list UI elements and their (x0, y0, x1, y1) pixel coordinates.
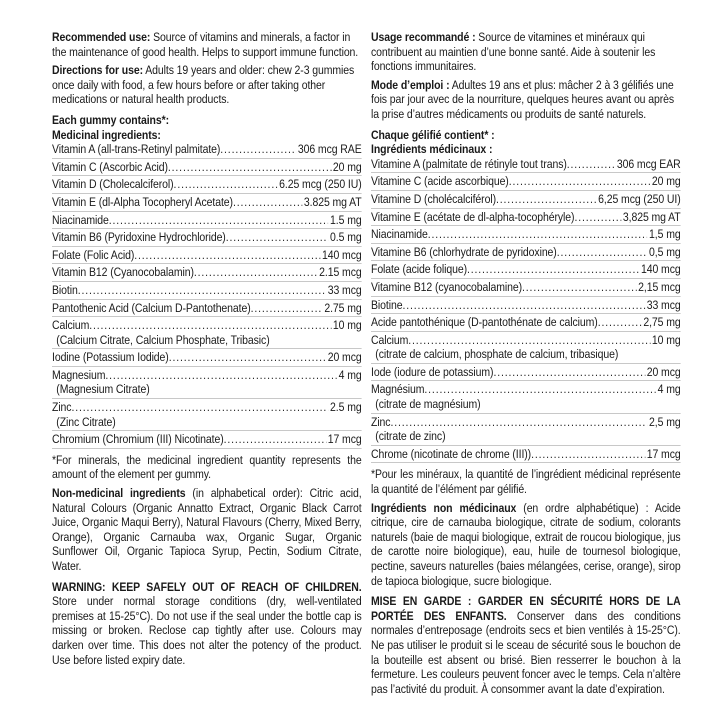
row-divider (371, 225, 681, 226)
row-divider (52, 281, 362, 282)
dot-leader (522, 280, 636, 295)
ingredient-amount: 0,5 mg (649, 244, 681, 259)
row-divider (52, 366, 362, 367)
row-divider (371, 313, 681, 314)
ingredient-row (52, 213, 362, 228)
ingredient-name: Calcium (371, 332, 409, 347)
ingredient-row (52, 432, 362, 447)
ingredient-row (52, 160, 362, 175)
ingredient-row (371, 210, 681, 225)
ingredient-row (371, 298, 681, 313)
ingredient-name: Vitamin D (Cholecalciferol) (52, 177, 174, 192)
ingredient-row (371, 315, 681, 330)
ingredient-amount: 20 mcg (327, 350, 362, 365)
ingredient-name: Zinc (52, 400, 72, 415)
dot-leader (390, 415, 647, 430)
non-medicinal-ingredients: Non-medicinal ingredients (in alphabetical order): Citric acid, Natural Colours (Organic Annatto Extract, Organic Black Carrot Juice, Organic Maqui Berry), Natural Flavours (Cherry, Mixed Berry, Orange), Organic Carnauba wax, Organic Sugar, Organic Sunflower Oil, Organic Tapioca Syrup, Pectin, Sodium Citrate, Water. (52, 486, 362, 573)
row-divider (52, 175, 362, 176)
ingredient-source: (Magnesium Citrate) (56, 382, 150, 397)
non-medicinal-ingredients-fr: Ingrédients non médicinaux (en ordre alphabétique) : Acide citrique, cire de carnauba biologique, citrate de sodium, colorants naturels (baie de maqui biologique, extrait de roucou biologique, jus de carotte noire biologique), eau, huile de tournesol biologique, pectine, saveurs naturelles (baies mélangées, cerise, orange), sirop de tapioca biologique, sucre biologique. (371, 500, 681, 588)
row-divider (52, 228, 362, 229)
dot-leader (493, 365, 645, 380)
dot-leader (109, 213, 329, 228)
row-divider (52, 193, 362, 194)
mineral-footnote-fr: *Pour les minéraux, la quantité de l’ingrédient médicinal représente la quantité de l’élément par gélifié. (371, 467, 681, 497)
row-divider (371, 190, 681, 191)
ingredient-amount: 2,15 mcg (638, 279, 681, 294)
warning-section: WARNING: KEEP SAFELY OUT OF REACH OF CHILDREN. Store under normal storage conditions (dry, well-ventilated premises at 15-25°C). Do not use if the seal under the bottle cap is missing or broken. Reclose cap tightly after use. Colours may darken over time. This does not alter the potency of the product. Use before listed expiry date. (52, 579, 362, 667)
ingredient-row (52, 350, 362, 365)
row-divider (52, 398, 362, 399)
ingredient-amount: 2.5 mg (330, 400, 362, 415)
dot-leader (428, 227, 648, 242)
recommended-use-fr: Usage recommandé : Source de vitamines et minéraux qui contribuent au maintien d’une bonne santé. Aide à soutenir les fonctions immunitaires. (371, 30, 656, 74)
ingredient-name: Vitamin B12 (Cyanocobalamin) (52, 265, 194, 280)
row-divider (52, 211, 362, 212)
row-divider (371, 413, 681, 414)
ingredient-name: Folate (Folic Acid) (52, 247, 135, 262)
ingredient-name: Biotine (371, 297, 403, 312)
dot-leader (408, 333, 650, 348)
dot-leader (402, 298, 645, 313)
ingredient-row (371, 382, 681, 397)
directions-for-use-fr: Mode d’emploi : Adultes 19 ans et plus: mâcher 2 à 3 gélifiés une fois par jour avec de la nourriture, quelques heures avant ou après la prise d’autres médicaments ou produits de santé naturels. (371, 77, 675, 121)
ingredient-amount: 2,5 mg (649, 414, 681, 429)
directions-for-use: Directions for use: Adults 19 years and older: chew 2-3 gummies once daily with food, a few hours before or after taking other medications or natural health products. (52, 63, 355, 107)
ingredient-amount: 1.5 mg (330, 212, 362, 227)
ingredient-row (371, 415, 681, 430)
dot-leader (531, 447, 645, 462)
dot-leader (169, 350, 326, 365)
ingredient-name: Vitamine E (acétate de dl-alpha-tocophéryle) (371, 209, 575, 224)
row-divider (371, 260, 681, 261)
ingredient-source: (citrate de zinc) (375, 429, 446, 444)
dot-leader (168, 160, 331, 175)
row-divider (371, 380, 681, 381)
medicinal-heading-fr: Ingrédients médicinaux : (371, 142, 493, 157)
ingredient-source: (Calcium Citrate, Calcium Phosphate, Tribasic) (56, 332, 270, 347)
ingredient-source: (citrate de calcium, phosphate de calcium, tribasique) (375, 347, 619, 362)
ingredient-source: (Zinc Citrate) (56, 414, 116, 429)
ingredient-row (371, 157, 681, 172)
ingredient-name: Chrome (nicotinate de chrome (III)) (371, 446, 532, 461)
warning-section-fr: MISE EN GARDE : GARDER EN SÉCURITÉ HORS DE LA PORTÉE DES ENFANTS. Conserver dans des conditions normales d’entreposage (endroits secs et bien ventilés à 15-25°C). Ne pas utiliser le produit si le sceau de sécurité sous le bouchon de la bouteille est absent ou brisé. Bien resserrer le bouchon à la fermeture. Les couleurs peuvent foncer avec le temps. Cela n’altère pas l’activité du produit. À consommer avant la date d’expiration. (371, 594, 681, 696)
ingredient-amount: 3.825 mg AT (303, 194, 362, 209)
ingredient-amount: 2.75 mg (324, 300, 362, 315)
ingredient-name: Vitamine C (acide ascorbique) (371, 174, 509, 189)
ingredient-amount: 6,25 mcg (250 UI) (598, 191, 681, 206)
ingredient-row (52, 368, 362, 383)
ingredient-amount: 10 mg (651, 332, 681, 347)
dot-leader (220, 142, 296, 157)
ingredient-name: Acide pantothénique (D-pantothénate de calcium) (371, 315, 598, 330)
ingredient-amount: 6.25 mcg (250 IU) (279, 177, 362, 192)
ingredient-row (52, 283, 362, 298)
row-divider (52, 430, 362, 431)
ingredient-name: Vitamin B6 (Pyridoxine Hydrochloride) (52, 230, 226, 245)
dot-leader (424, 382, 656, 397)
row-divider (371, 363, 681, 364)
dot-leader (224, 432, 326, 447)
row-divider (371, 278, 681, 279)
ingredient-row (371, 262, 681, 277)
ingredient-name: Iodine (Potassium Iodide) (52, 350, 169, 365)
dot-leader (78, 283, 326, 298)
dot-leader (174, 177, 278, 192)
each-gummy-heading: Each gummy contains*: (52, 112, 170, 127)
ingredient-name: Vitamine B6 (chlorhydrate de pyridoxine) (371, 244, 557, 259)
ingredient-amount: 33 mcg (646, 297, 681, 312)
ingredient-row (371, 245, 681, 260)
ingredient-name: Vitamine A (palmitate de rétinyle tout trans) (371, 156, 567, 171)
ingredient-amount: 17 mcg (327, 432, 362, 447)
row-divider (52, 448, 362, 449)
dot-leader (71, 400, 328, 415)
ingredient-amount: 140 mcg (640, 262, 681, 277)
ingredient-row (52, 301, 362, 316)
ingredient-name: Vitamine B12 (cyanocobalamine) (371, 279, 523, 294)
ingredient-amount: 20 mg (332, 159, 362, 174)
ingredient-amount: 306 mcg RAE (297, 142, 362, 157)
row-divider (52, 158, 362, 159)
ingredient-row (52, 142, 362, 157)
mineral-footnote: *For minerals, the medicinal ingredient quantity represents the amount of the element per gummy. (52, 452, 362, 482)
ingredient-row (52, 400, 362, 415)
ingredient-name: Magnesium (52, 367, 106, 382)
ingredient-name: Pantothenic Acid (Calcium D-Pantothenate) (52, 300, 251, 315)
ingredient-row (371, 447, 681, 462)
ingredient-row (371, 333, 681, 348)
ingredient-amount: 10 mg (332, 318, 362, 333)
ingredient-name: Vitamine D (cholécalciférol) (371, 191, 496, 206)
row-divider (371, 296, 681, 297)
ingredient-name: Calcium (52, 318, 90, 333)
ingredient-name: Magnésium (371, 382, 425, 397)
row-divider (371, 172, 681, 173)
dot-leader (89, 318, 331, 333)
ingredient-amount: 17 mcg (646, 446, 681, 461)
ingredient-row (52, 248, 362, 263)
dot-leader (598, 315, 642, 330)
ingredient-row (52, 318, 362, 333)
ingredient-amount: 4 mg (338, 367, 362, 382)
dot-leader (509, 174, 650, 189)
ingredient-name: Biotin (52, 282, 78, 297)
ingredient-amount: 20 mg (651, 174, 681, 189)
ingredient-name: Chromium (Chromium (III) Nicotinate) (52, 432, 224, 447)
ingredient-amount: 33 mcg (327, 282, 362, 297)
ingredient-name: Zinc (371, 414, 391, 429)
ingredient-row (52, 265, 362, 280)
dot-leader (467, 262, 639, 277)
ingredient-row (371, 280, 681, 295)
ingredient-name: Vitamin A (all-trans-Retinyl palmitate) (52, 142, 221, 157)
ingredient-name: Vitamin C (Ascorbic Acid) (52, 159, 168, 174)
ingredient-list-fr (371, 157, 681, 464)
dot-leader (233, 195, 302, 210)
ingredient-source: (citrate de magnésium) (375, 397, 481, 412)
dot-leader (194, 265, 318, 280)
dot-leader (574, 210, 621, 225)
row-divider (52, 348, 362, 349)
ingredient-amount: 20 mcg (646, 364, 681, 379)
english-column (52, 30, 362, 671)
ingredient-row (371, 227, 681, 242)
ingredient-row (52, 195, 362, 210)
ingredient-amount: 3,825 mg AT (622, 209, 681, 224)
medicinal-heading: Medicinal ingredients: (52, 127, 161, 142)
ingredient-amount: 2,75 mg (643, 315, 681, 330)
ingredient-name: Niacinamide (371, 227, 428, 242)
ingredient-row (371, 192, 681, 207)
ingredient-name: Folate (acide folique) (371, 262, 467, 277)
dot-leader (134, 248, 320, 263)
ingredient-row (371, 365, 681, 380)
row-divider (52, 263, 362, 264)
dot-leader (105, 368, 337, 383)
row-divider (52, 299, 362, 300)
ingredient-row (52, 230, 362, 245)
ingredient-amount: 2.15 mcg (319, 265, 362, 280)
ingredient-amount: 1,5 mg (649, 227, 681, 242)
ingredient-name: Iode (iodure de potassium) (371, 364, 494, 379)
ingredient-name: Niacinamide (52, 212, 109, 227)
dot-leader (567, 157, 615, 172)
each-gummy-heading-fr: Chaque gélifié contient* : (371, 127, 495, 142)
french-column (371, 30, 681, 700)
dot-leader (226, 230, 329, 245)
ingredient-name: Vitamin E (dl-Alpha Tocopheryl Acetate) (52, 194, 233, 209)
row-divider (52, 316, 362, 317)
row-divider (371, 331, 681, 332)
row-divider (371, 243, 681, 244)
ingredient-row (371, 174, 681, 189)
ingredient-amount: 306 mcg EAR (616, 156, 681, 171)
ingredient-list (52, 142, 362, 449)
row-divider (371, 208, 681, 209)
row-divider (371, 462, 681, 463)
ingredient-amount: 140 mcg (321, 247, 362, 262)
ingredient-row (52, 177, 362, 192)
dot-leader (251, 301, 323, 316)
dot-leader (557, 245, 648, 260)
ingredient-amount: 4 mg (657, 382, 681, 397)
ingredient-amount: 0.5 mg (330, 230, 362, 245)
dot-leader (496, 192, 596, 207)
recommended-use: Recommended use: Source of vitamins and minerals, a factor in the maintenance of good health. Helps to support immune function. (52, 30, 359, 59)
row-divider (52, 246, 362, 247)
row-divider (371, 445, 681, 446)
